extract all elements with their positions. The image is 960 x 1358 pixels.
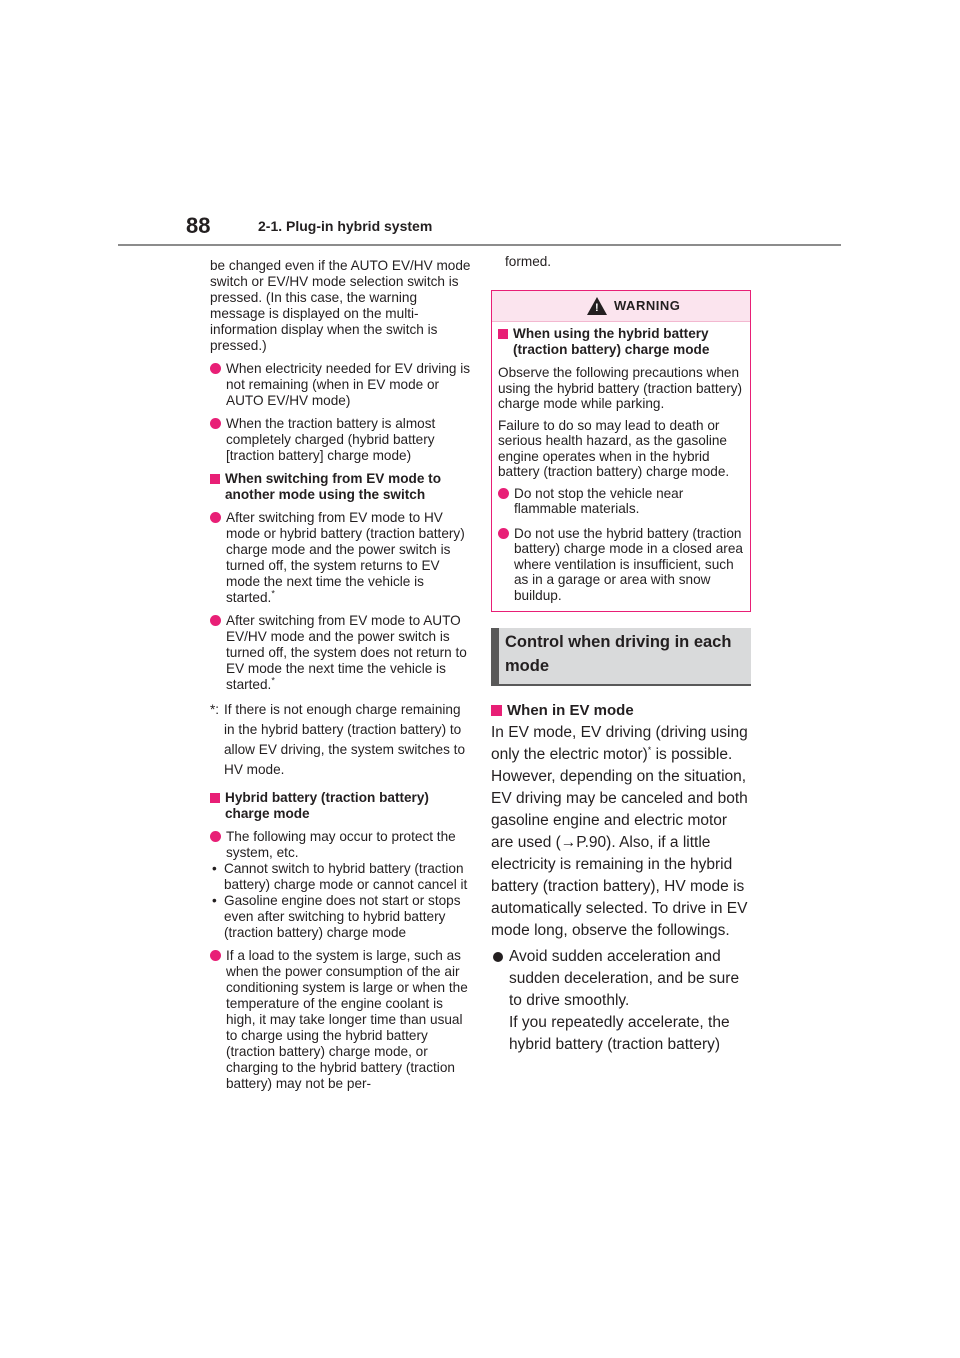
list-item xyxy=(491,946,751,1056)
bullet-icon xyxy=(210,512,221,523)
list-item xyxy=(210,361,472,409)
bullet-icon xyxy=(210,615,221,626)
list-item xyxy=(210,829,472,861)
dash-item-text: Gasoline engine does not start or stops even after switching to hybrid battery (traction battery) charge mode xyxy=(224,893,461,940)
list-item-text: If a load to the system is large, such as when the power consumption of the air conditioning system is large or when the temperature of the engine coolant is high, it may take longer time than usual to charge using the hybrid battery (traction battery) charge mode, or charging to the hybrid battery (traction battery) may not be per- xyxy=(226,948,468,1091)
ev-paragraph-part: In EV mode, EV driving (driving using only the electric motor) xyxy=(491,724,748,763)
bullet-icon xyxy=(210,363,221,374)
ev-mode-paragraph xyxy=(491,722,751,942)
warning-heading-text: When using the hybrid battery (traction battery) charge mode xyxy=(513,326,710,357)
header-divider xyxy=(118,244,841,246)
right-column xyxy=(491,254,751,1056)
footnote-text: If there is not enough charge remaining in the hybrid battery (traction battery) to allow EV driving, the system switches to HV mode. xyxy=(224,702,466,777)
warning-header xyxy=(492,291,750,322)
list-item-text: When electricity needed for EV driving is not remaining (when in EV mode or AUTO EV/HV mode) xyxy=(226,361,471,408)
warning-list-item xyxy=(498,486,744,517)
warning-list-item xyxy=(498,526,744,604)
section-heading: Control when driving in each mode xyxy=(505,633,732,675)
list-item-text: Avoid sudden acceleration and sudden deceleration, and be sure to drive smoothly. xyxy=(509,948,740,1009)
warning-box xyxy=(491,290,751,612)
left-column xyxy=(210,258,472,1099)
warning-heading xyxy=(498,326,744,357)
square-bullet-icon xyxy=(491,705,502,716)
subheading-text: When switching from EV mode to another mode using the switch xyxy=(225,471,441,502)
exclamation-icon: ! xyxy=(595,302,599,314)
bullet-icon xyxy=(493,952,503,962)
list-item xyxy=(210,510,472,606)
page-number: 88 xyxy=(186,213,211,238)
square-bullet-icon xyxy=(210,793,220,803)
subheading-charge-mode xyxy=(210,790,472,822)
page-header xyxy=(0,0,960,250)
bullet-icon xyxy=(210,831,221,842)
dash-marker: • xyxy=(212,861,217,876)
list-item-text: After switching from EV mode to HV mode or hybrid battery (traction battery) charge mode and the power switch is turned off, the system returns to EV mode the next time the vehicle is started. xyxy=(226,510,465,605)
ev-mode-heading xyxy=(491,702,751,720)
ev-paragraph-part: is possible. However, depending on the situation, EV driving may be canceled and both gasoline engine and electric motor are used (→P.90). Also, if a little electricity is remaining in the hybrid battery (traction battery), HV mode is automatically selected. To drive in EV mode long, observe the followings. xyxy=(491,746,748,939)
warning-paragraph: Observe the following precautions when using the hybrid battery (traction battery) charge mode while parking. xyxy=(498,365,743,411)
subheading-text: Hybrid battery (traction battery) charge mode xyxy=(225,790,429,821)
warning-list-text: Do not use the hybrid battery (traction battery) charge mode in a closed area where ventilation is insufficient, such as in a garage or area with snow buildup. xyxy=(514,525,743,603)
footnote xyxy=(210,700,472,780)
warning-title: WARNING xyxy=(614,298,681,313)
bullet-icon xyxy=(498,528,509,539)
square-bullet-icon xyxy=(498,329,508,339)
footnote-marker: * xyxy=(647,744,652,755)
list-item xyxy=(210,613,472,693)
dash-item-text: Cannot switch to hybrid battery (traction battery) charge mode or cannot cancel it xyxy=(224,861,468,892)
continued-text: formed. xyxy=(505,254,552,269)
bullet-icon xyxy=(210,418,221,429)
footnote-marker: * xyxy=(271,675,275,686)
footnote-marker: * xyxy=(271,588,275,599)
intro-paragraph: be changed even if the AUTO EV/HV mode switch or EV/HV mode selection switch is pressed. (In this case, the warning message is displayed on the multi-information display when the switch is pressed.) xyxy=(210,258,471,353)
list-item-text: The following may occur to protect the system, etc. xyxy=(226,829,456,860)
list-item xyxy=(210,948,472,1092)
list-item-text: After switching from EV mode to AUTO EV/HV mode and the power switch is turned off, the system does not return to EV mode the next time the vehicle is started. xyxy=(226,613,467,692)
list-item xyxy=(210,416,472,464)
section-title: 2-1. Plug-in hybrid system xyxy=(258,218,433,234)
warning-list-text: Do not stop the vehicle near flammable materials. xyxy=(514,485,684,516)
subheading-switching xyxy=(210,471,472,503)
dash-item xyxy=(210,861,472,893)
ev-mode-heading-text: When in EV mode xyxy=(507,702,634,719)
footnote-label: *: xyxy=(210,702,220,717)
section-heading-panel xyxy=(491,628,751,686)
list-item-continuation: If you repeatedly accelerate, the hybrid battery (traction battery) xyxy=(509,1014,730,1053)
dash-marker: • xyxy=(212,893,217,908)
list-item-text: When the traction battery is almost completely charged (hybrid battery [traction battery] charge mode) xyxy=(226,416,436,463)
square-bullet-icon xyxy=(210,474,220,484)
bullet-icon xyxy=(210,950,221,961)
dash-item xyxy=(210,893,472,941)
warning-paragraph: Failure to do so may lead to death or serious health hazard, as the gasoline engine operates when in the hybrid battery (traction battery) charge mode. xyxy=(498,417,730,479)
bullet-icon xyxy=(498,488,509,499)
warning-body xyxy=(492,322,750,603)
